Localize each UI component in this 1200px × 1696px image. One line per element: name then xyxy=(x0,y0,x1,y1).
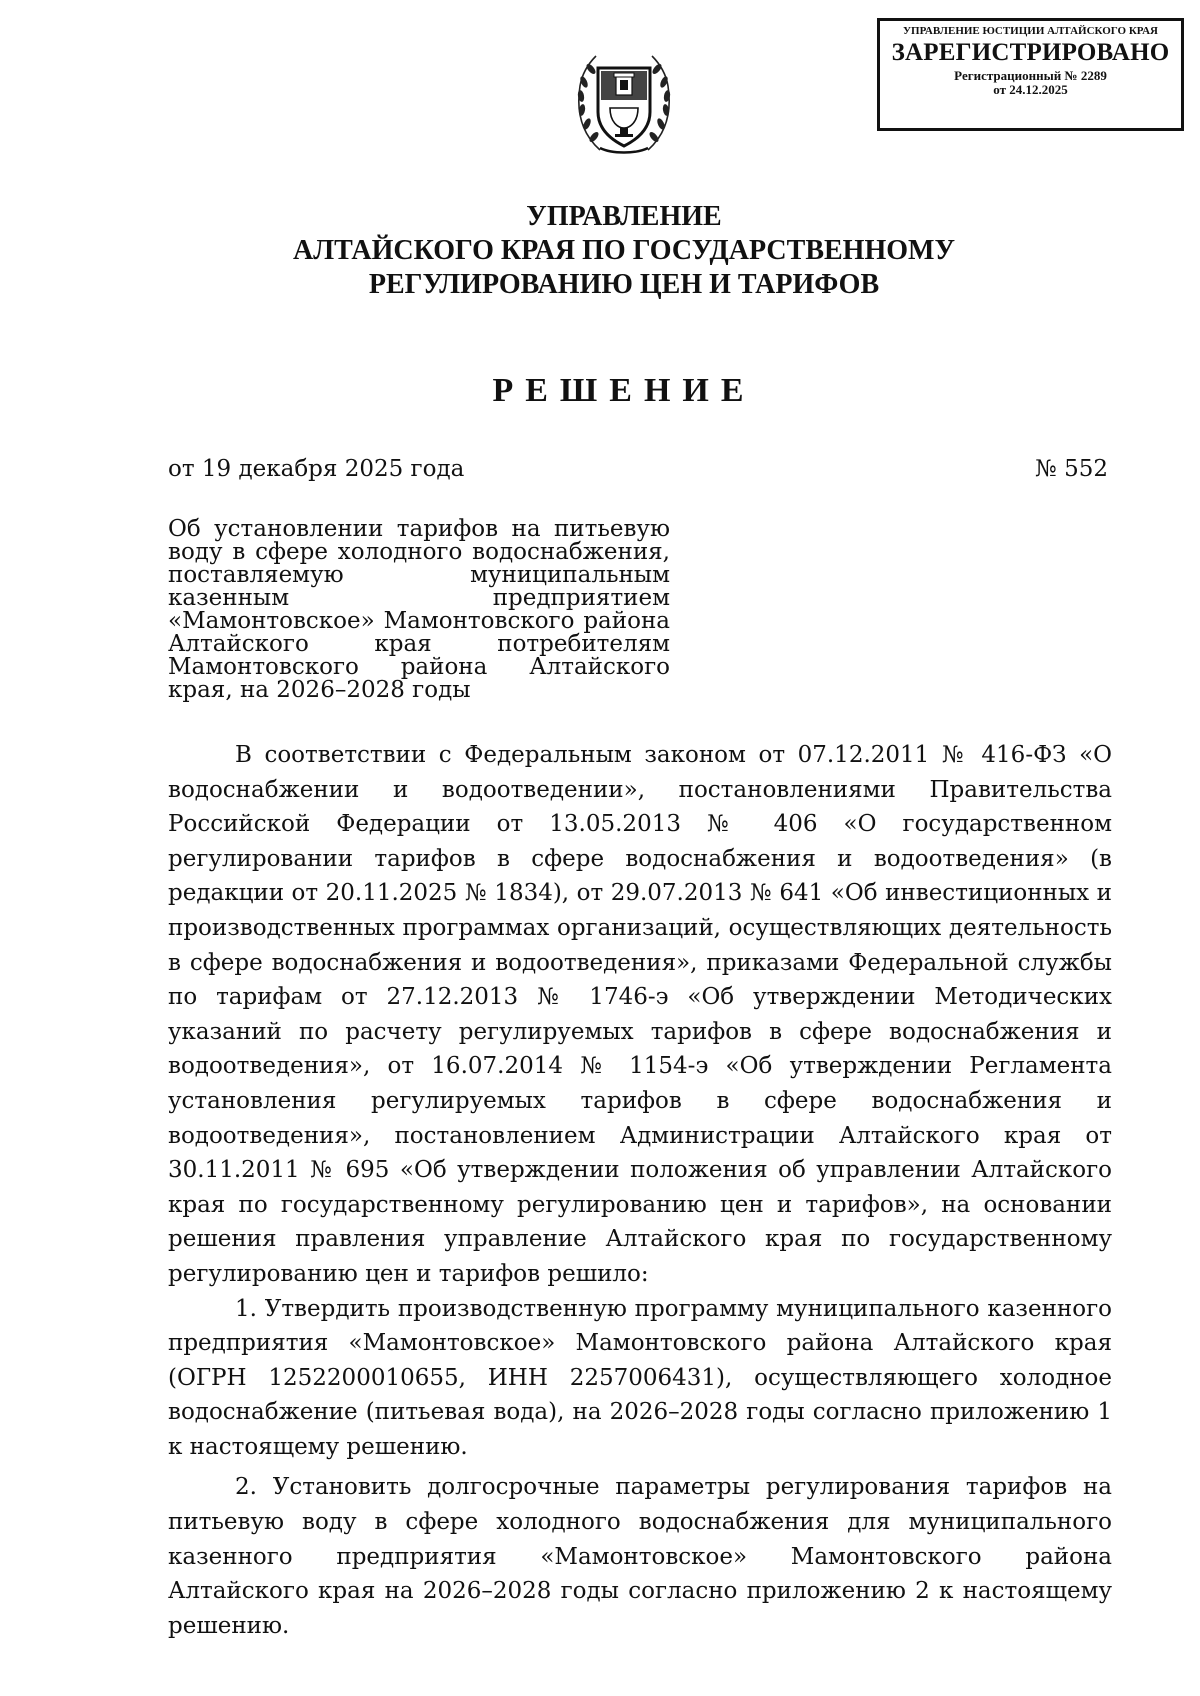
org-title-line-1: УПРАВЛЕНИЕ xyxy=(526,201,722,232)
document-body xyxy=(168,738,1112,1643)
document-subject: Об установлении тарифов на питьевую воду в сфере холодного водоснабжения, поставляемую муниципальным казенным предприятием «Мамонтовское» Мамонтовского района Алтайского края потребителям Мамонтовского района Алтайского края, на 2026–2028 годы xyxy=(168,516,670,703)
stamp-reg-date: от 24.12.2025 xyxy=(993,81,1068,97)
item-1-paragraph: 1. Утвердить производственную программу муниципального казенного предприятия «Мамонтовское» Мамонтовского района Алтайского края (ОГРН 1252200010655, ИНН 2257006431), осуществляющего холодное водоснабжение (питьевая вода), на 2026–2028 годы согласно приложению 1 к настоящему решению. xyxy=(168,1295,1112,1460)
altai-krai-coat-of-arms-icon xyxy=(570,42,678,158)
document-date: от 19 декабря 2025 года xyxy=(168,456,465,482)
document-type: РЕШЕНИЕ xyxy=(492,372,756,409)
organization-title xyxy=(200,200,1048,302)
stamp-reg-number: Регистрационный № 2289 xyxy=(954,67,1107,83)
document-number: № 552 xyxy=(1035,456,1108,482)
registration-stamp xyxy=(877,18,1184,131)
stamp-status: ЗАРЕГИСТРИРОВАНО xyxy=(891,39,1170,67)
stamp-organization: УПРАВЛЕНИЕ ЮСТИЦИИ АЛТАЙСКОГО КРАЯ xyxy=(902,25,1158,37)
org-title-line-3: РЕГУЛИРОВАНИЮ ЦЕН И ТАРИФОВ xyxy=(368,269,880,300)
org-title-line-2: АЛТАЙСКОГО КРАЯ ПО ГОСУДАРСТВЕННОМУ xyxy=(293,235,955,266)
preamble-paragraph: В соответствии с Федеральным законом от 07.12.2011 № 416-ФЗ «О водоснабжении и водоотведении», постановлениями Правительства Российской Федерации от 13.05.2013 № 406 «О государственном регулировании тарифов в сфере водоснабжения и водоотведения» (в редакции от 20.11.2025 № 1834), от 29.07.2013 № 641 «Об инвестиционных и производственных программах организаций, осуществляющих деятельность в сфере водоснабжения и водоотведения», приказами Федеральной службы по тарифам от 27.12.2013 № 1746-э «Об утверждении Методических указаний по расчету регулируемых тарифов в сфере водоснабжения и водоотведения», от 16.07.2014 № 1154-э «Об утверждении Регламента установления регулируемых тарифов в сфере водоснабжения и водоотведения», постановлением Администрации Алтайского края от 30.11.2011 № 695 «Об утверждении положения об управлении Алтайского края по государственному регулированию цен и тарифов», на основании решения правления управление Алтайского края по государственному регулированию цен и тарифов решило: xyxy=(168,742,1112,1287)
item-2-paragraph: 2. Установить долгосрочные параметры регулирования тарифов на питьевую воду в сфере холодного водоснабжения для муниципального казенного предприятия «Мамонтовское» Мамонтовского района Алтайского края на 2026–2028 годы согласно приложению 2 к настоящему решению. xyxy=(168,1474,1112,1639)
